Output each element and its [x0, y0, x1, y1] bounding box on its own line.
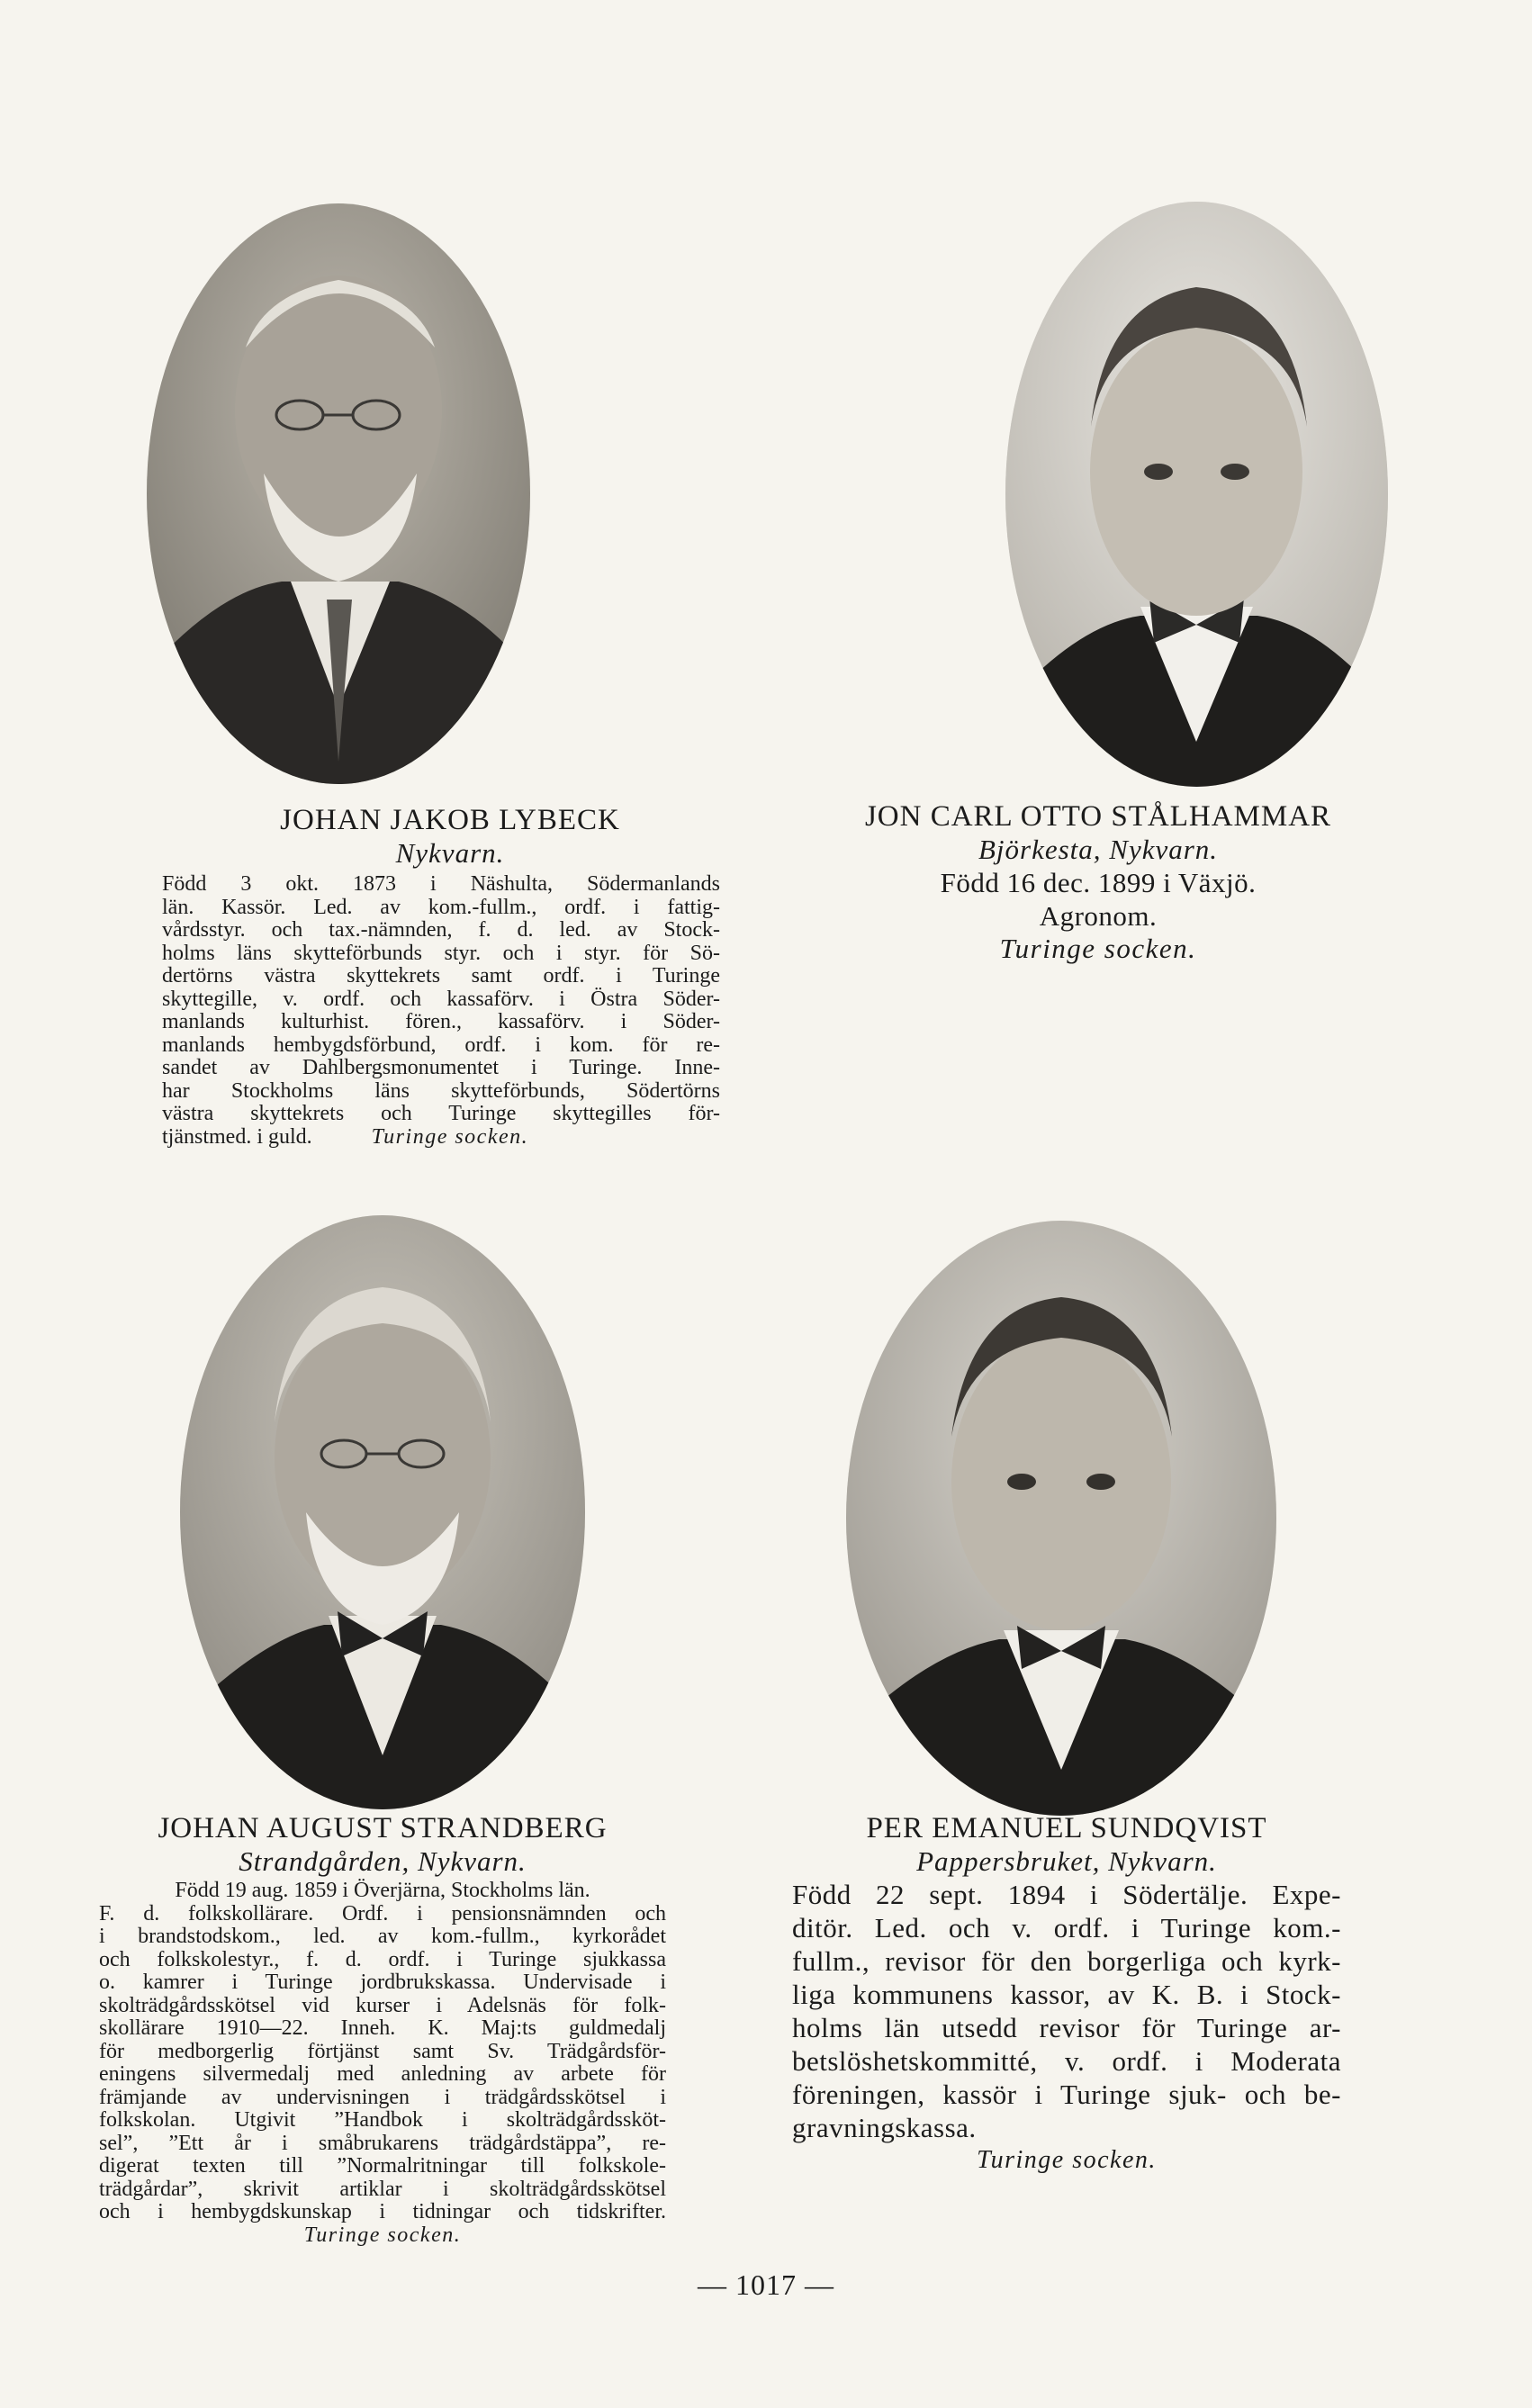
- biography: Född 19 aug. 1859 i Överjärna, Stockholms län. F. d. folkskollärare. Ordf. i pensionsnämnden och i brandstodskom., led. av kom.-fullm., kyrkorådet och folkskolestyr., f. d. ordf. i Turinge sjukkassa o. kamrer i Turinge jordbrukskassa. Undervisade i skolträdgårdsskötsel vid kurser i Adelsnäs för folk- skollärare 1910—22. Inneh. K. Maj:ts guldmedalj för medborgerlig förtjänst samt Sv. Trädgårdsför- eningens silvermedalj med anledning av arbete för främjande av undervisningen i trädgårdsskötsel i folkskolan. Utgivit ”Handbok i skolträdgårdssköt- sel”, ”Ett år i småbrukarens trädgårdstäppa”, re- digerat texten till ”Normalritningar till folkskole- trädgårdar”, skrivit artiklar i skolträdgårdsskötsel och i hembygdskunskap i tidningar och tidskrifter.: [99, 1879, 666, 2223]
- parish: Turinge socken.: [977, 2146, 1157, 2174]
- parish: Turinge socken.: [303, 2223, 462, 2247]
- portrait-johan-august-strandberg: [180, 1215, 585, 1809]
- person-residence: Pappersbruket, Nykvarn.: [916, 1845, 1217, 1877]
- portrait-per-emanuel-sundqvist: [846, 1221, 1276, 1816]
- entry-per-emanuel-sundqvist: [792, 1811, 1341, 2177]
- biography: Född 22 sept. 1894 i Södertälje. Expe- ditör. Led. och v. ordf. i Turinge kom.- fullm., revisor för den borgerliga och kyrk- liga kommunens kassor, av K. B. i Stock- holms län utsedd revisor för Turinge ar- betslöshetskommitté, v. ordf. i Moderata föreningen, kassör i Turinge sjuk- och be- gravningskassa.: [792, 1879, 1341, 2143]
- person-residence: Nykvarn.: [395, 837, 505, 869]
- portrait-johan-jakob-lybeck: [147, 203, 530, 784]
- person-name: JOHAN JAKOB LYBECK: [280, 804, 620, 836]
- portrait-jon-carl-otto-stalhammar: [1005, 202, 1388, 787]
- person-residence: Strandgården, Nykvarn.: [239, 1845, 527, 1877]
- parish: Turinge socken.: [371, 1124, 529, 1149]
- person-residence: Björkesta, Nykvarn.: [978, 834, 1219, 865]
- biography: Född 3 okt. 1873 i Näshulta, Södermanlands län. Kassör. Led. av kom.-fullm., ordf. i fattig- vårdsstyr. och tax.-nämnden, f. d. led. av Stock- holms läns skytteförbunds styr. och i styr. för Sö- dertörns västra skyttekrets samt ordf. i Turinge skyttegille, v. ordf. och kassaförv. i Östra Söder- manlands kulturhist. fören., kassaförv. i Söder- manlands hembygdsförbund, ordf. i kom. för re- sandet av Dahlbergsmonumentet i Turinge. Inne- har Stockholms läns skytteförbunds, Södertörns västra skyttekrets och Turinge skyttegilles för- tjänstmed. i guld. Turinge socken.: [162, 872, 720, 1149]
- entry-johan-august-strandberg: [99, 1811, 666, 2247]
- entry-johan-jakob-lybeck: [162, 803, 738, 1149]
- parish: Turinge socken.: [999, 933, 1197, 964]
- person-name: JON CARL OTTO STÅLHAMMAR: [864, 800, 1332, 833]
- entry-jon-carl-otto-stalhammar: [774, 799, 1422, 965]
- biography: Född 16 dec. 1899 i Växjö. Agronom.: [940, 867, 1257, 932]
- person-name: JOHAN AUGUST STRANDBERG: [158, 1812, 608, 1844]
- person-name: PER EMANUEL SUNDQVIST: [866, 1812, 1267, 1844]
- page-number: — 1017 —: [698, 2268, 834, 2301]
